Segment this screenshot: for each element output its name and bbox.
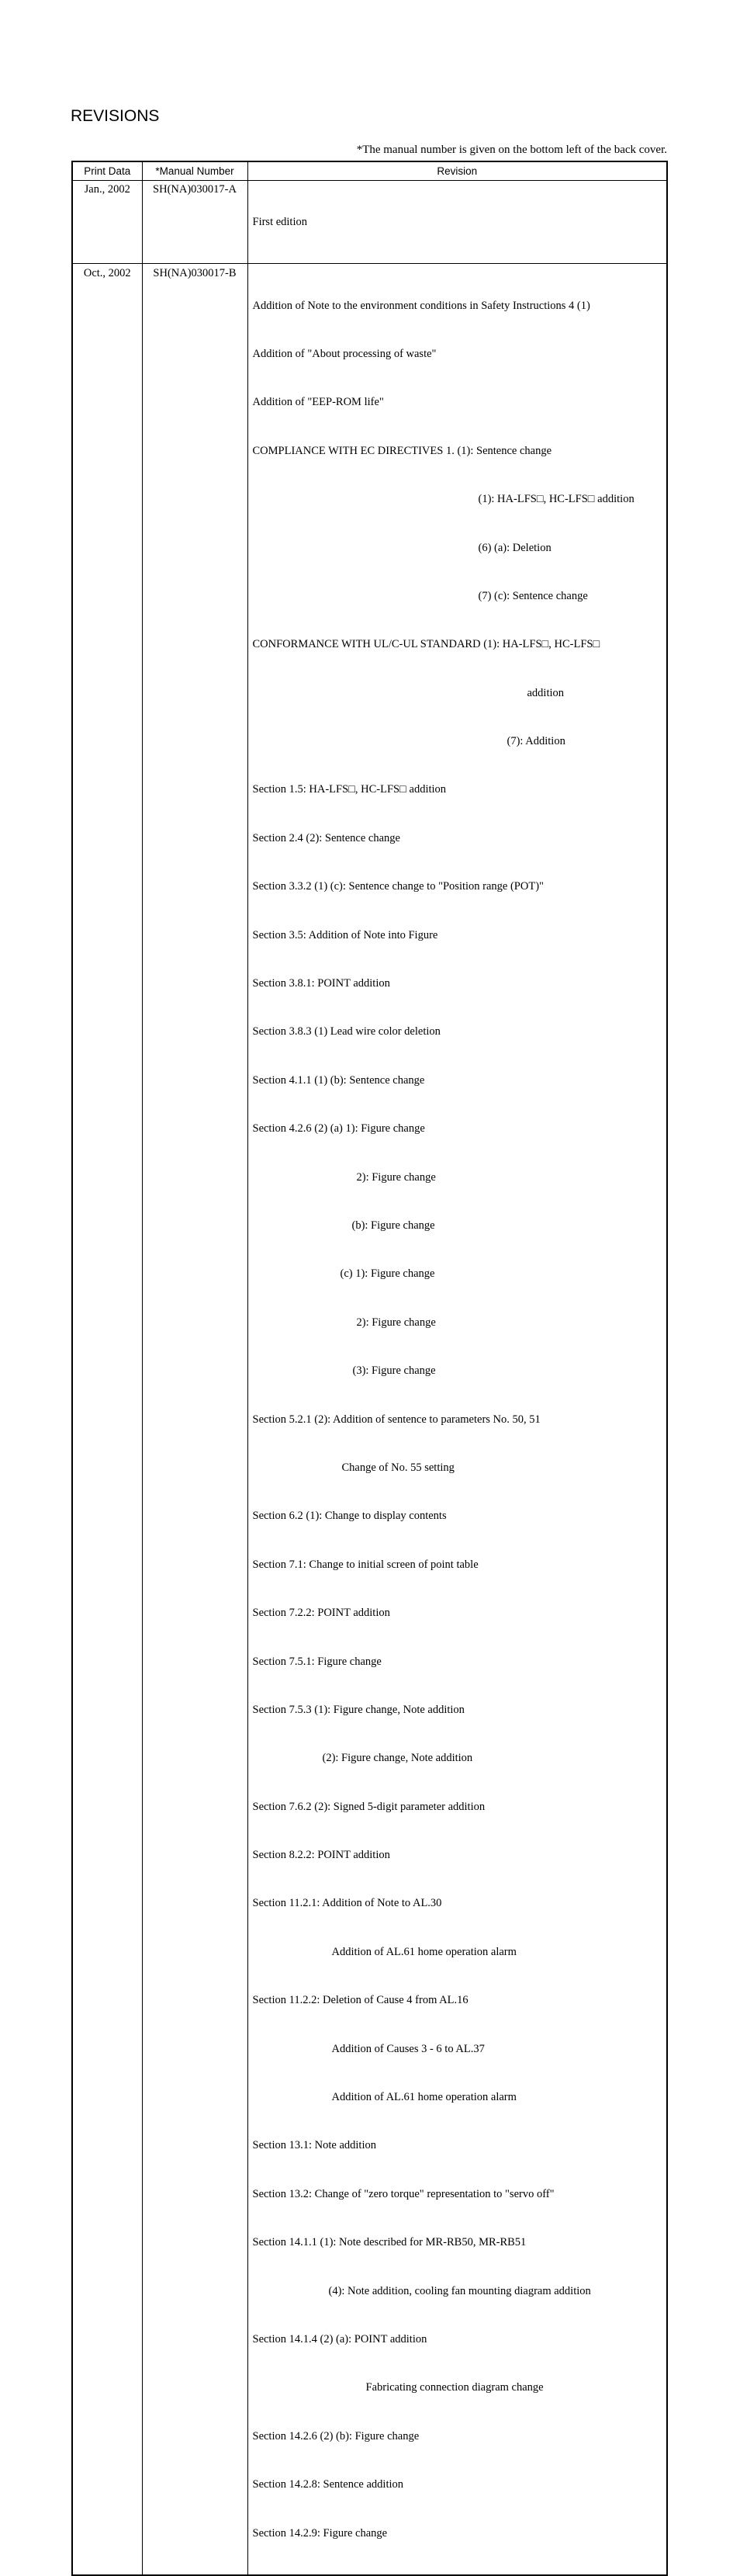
revision-line: (3): Figure change <box>352 1364 436 1378</box>
revision-line: (7): Addition <box>507 735 565 748</box>
revision-line: Section 3.5: Addition of Note into Figure <box>252 928 438 941</box>
revision-line: Addition of Note to the environment conditions in Safety Instructions 4 (1) <box>252 299 590 312</box>
header-revision: Revision <box>247 161 667 181</box>
revision-line: (c) 1): Figure change <box>340 1267 435 1281</box>
revision-line: Section 14.1.4 (2) (a): POINT addition <box>252 2332 427 2345</box>
revision-line: Section 1.5: HA-LFS□, HC-LFS□ addition <box>252 783 447 796</box>
header-print-data: Print Data <box>72 161 142 181</box>
revision-line: (4): Note addition, cooling fan mounting diagram addition <box>328 2284 591 2297</box>
print-date-cell: Jan., 2002 <box>72 181 142 264</box>
revision-line: Addition of AL.61 home operation alarm <box>331 1945 517 1958</box>
revision-line: 2): Figure change <box>356 1170 436 1184</box>
revision-line: Section 11.2.1: Addition of Note to AL.30 <box>252 1897 442 1910</box>
revision-line: Section 6.2 (1): Change to display contents <box>252 1510 447 1523</box>
revision-line: Section 4.2.6 (2) (a) 1): Figure change <box>252 1122 425 1135</box>
revision-line: addition <box>527 686 565 699</box>
revision-line: Section 13.1: Note addition <box>252 2139 376 2152</box>
page-title: REVISIONS <box>71 107 160 125</box>
revision-line: Addition of "EEP-ROM life" <box>252 396 384 409</box>
revision-line: 2): Figure change <box>356 1316 436 1329</box>
revision-line: Change of No. 55 setting <box>341 1461 455 1474</box>
table-header-row <box>72 161 667 181</box>
revision-line: Fabricating connection diagram change <box>365 2381 544 2394</box>
table-row <box>72 181 667 264</box>
revision-line: CONFORMANCE WITH UL/C-UL STANDARD (1): HA-LFS□, HC-LFS□ <box>252 638 600 651</box>
revision-line: Section 13.2: Change of "zero torque" representation to "servo off" <box>252 2187 555 2200</box>
revision-line: Section 8.2.2: POINT addition <box>252 1849 390 1862</box>
revision-line: Section 5.2.1 (2): Addition of sentence to parameters No. 50, 51 <box>252 1413 541 1426</box>
manual-number-cell: SH(NA)030017-A <box>142 181 247 264</box>
revision-cell <box>247 181 667 264</box>
revision-line: Section 14.2.9: Figure change <box>252 2526 388 2540</box>
revision-line: Section 7.5.1: Figure change <box>252 1655 382 1668</box>
revision-line: (1): HA-LFS□, HC-LFS□ addition <box>478 493 635 506</box>
revisions-table <box>71 161 668 2576</box>
revision-line: Addition of AL.61 home operation alarm <box>331 2091 517 2104</box>
revision-line: (b): Figure change <box>351 1219 435 1232</box>
revision-line: Section 3.3.2 (1) (c): Sentence change to "Position range (POT)" <box>252 880 544 893</box>
revision-line: (7) (c): Sentence change <box>478 589 588 602</box>
manual-number-note: *The manual number is given on the bottom left of the back cover. <box>356 144 667 156</box>
header-manual-number: *Manual Number <box>142 161 247 181</box>
revision-line: Section 7.2.2: POINT addition <box>252 1607 390 1620</box>
revision-line: Section 7.5.3 (1): Figure change, Note addition <box>252 1703 465 1716</box>
revision-line: (6) (a): Deletion <box>478 541 552 554</box>
revision-cell <box>247 263 667 2574</box>
revision-line: Section 14.1.1 (1): Note described for MR-RB50, MR-RB51 <box>252 2236 527 2249</box>
revision-line: Section 7.6.2 (2): Signed 5-digit parameter addition <box>252 1800 486 1813</box>
revision-line: Addition of "About processing of waste" <box>252 347 437 360</box>
revision-line: Section 14.2.6 (2) (b): Figure change <box>252 2429 420 2443</box>
revision-line: Section 2.4 (2): Sentence change <box>252 831 400 844</box>
print-date-cell: Oct., 2002 <box>83 266 131 279</box>
revision-line: First edition <box>252 215 307 228</box>
revision-line: COMPLIANCE WITH EC DIRECTIVES 1. (1): Sentence change <box>252 444 552 457</box>
revision-line: Section 3.8.3 (1) Lead wire color deletion <box>252 1025 441 1038</box>
revision-line: (2): Figure change, Note addition <box>322 1752 473 1765</box>
revision-line: Section 14.2.8: Sentence addition <box>252 2478 404 2491</box>
manual-number-cell: SH(NA)030017-B <box>142 263 247 2574</box>
revision-line: Section 7.1: Change to initial screen of point table <box>252 1558 479 1571</box>
revision-line: Section 11.2.2: Deletion of Cause 4 from AL.16 <box>252 1994 469 2007</box>
revision-line: Section 3.8.1: POINT addition <box>252 977 390 990</box>
revision-line: Addition of Causes 3 - 6 to AL.37 <box>331 2042 485 2055</box>
table-row <box>72 263 667 2574</box>
revision-line: Section 4.1.1 (1) (b): Sentence change <box>252 1073 425 1087</box>
